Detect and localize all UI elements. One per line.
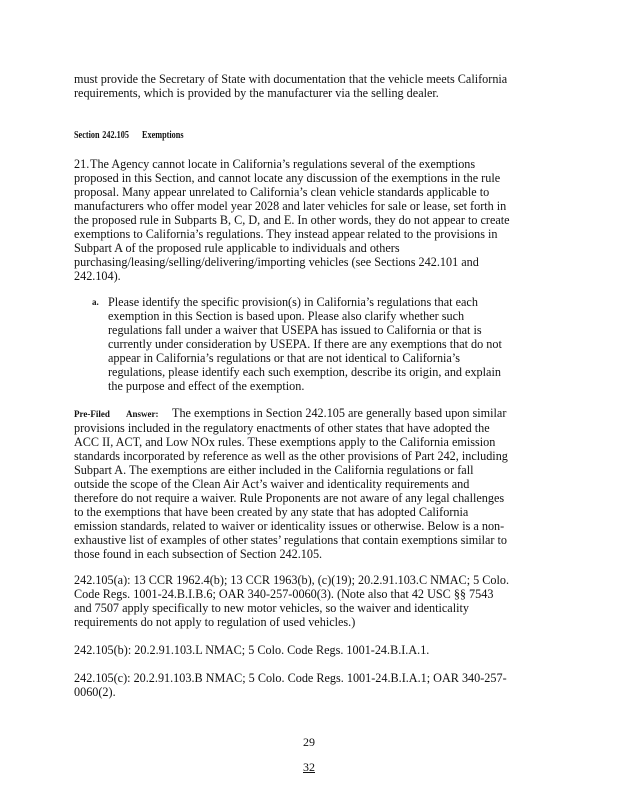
page-number: 29 <box>303 735 315 749</box>
reference-paragraph: 242.105(a): 13 CCR 1962.4(b); 13 CCR 1963(b), (c)(19); 20.2.91.103.C NMAC; 5 Colo. Code Regs. 1001-24.B.I.B.6; OAR 340-257-0060(3). (Note also that 42 USC §§ 7543 and 7507 apply specifically to new motor vehicles, so the waiver and identicality requirements do not apply to regulation of used vehicles.) <box>74 573 510 629</box>
section-heading <box>74 130 184 141</box>
answer-text: The exemptions in Section 242.105 are generally based upon similar provisions included in the regulatory enactments of other states that have adopted the ACC II, ACT, and Low NOx rules. These exemptions apply to the California emission standards incorporated by reference as well as the other provisions of Part 242, including Subpart A. The exemptions are either included in the California regulations or fall outside the scope of the Clean Air Act’s waiver and identicality requirements and therefore do not require a waiver. Rule Proponents are not aware of any legal challenges to the exemptions that have been created by any state that has adopted California emission standards, related to waiver or identicality issues or otherwise. Below is a non-exhaustive list of examples of other states’ regulations that contain exemptions similar to those found in each subsection of Section 242.105. <box>74 406 508 561</box>
section-title: Exemptions <box>142 130 184 141</box>
question-21 <box>74 157 510 283</box>
prefiled-label: Pre-Filed <box>74 409 110 419</box>
question-text: The Agency cannot locate in California’s regulations several of the exemptions proposed in this Section, and cannot locate any discussion of the exemptions in the rule proposal. Many appear unrelated to California’s clean vehicle standards applicable to manufacturers who offer model year 2028 and later vehicles for sale or lease, set forth in the proposed rule in Subparts B, C, D, and E. In other words, they do not appear to create exemptions to California’s regulations. They instead appear related to the provisions in Subpart A of the proposed rule applicable to individuals and others purchasing/leasing/selling/delivering/importing vehicles (see Sections 242.101 and 242.104). <box>74 157 510 283</box>
page-number-secondary <box>0 760 618 775</box>
sub-question-text: Please identify the specific provision(s) in California’s regulations that each exemption in this Section is based upon. Please also clarify whether such regulations fall under a waiver that USEPA has issued to California or that is currently under consideration by USEPA. If there are any exemptions that do not appear in California’s regulations or that are not identical to California’s regulations, please identify each such exemption, describe its origin, and explain the purpose and effect of the exemption. <box>108 295 502 393</box>
reference-paragraph: 242.105(c): 20.2.91.103.B NMAC; 5 Colo. Code Regs. 1001-24.B.I.A.1; OAR 340-257-0060(2). <box>74 671 507 699</box>
answer-label: Answer: <box>126 409 159 419</box>
page-number-secondary-text: 32 <box>303 760 315 774</box>
section-number: 242.105 <box>102 130 129 141</box>
question-number: 21. <box>74 157 90 171</box>
intro-paragraph: must provide the Secretary of State with documentation that the vehicle meets California requirements, which is provided by the manufacturer via the selling dealer. <box>74 72 508 100</box>
sub-question-a <box>92 295 518 393</box>
section-label: Section <box>74 130 100 141</box>
reference-paragraph: 242.105(b): 20.2.91.103.L NMAC; 5 Colo. Code Regs. 1001-24.B.I.A.1. <box>74 643 430 657</box>
sub-question-label: a. <box>92 297 99 307</box>
prefiled-answer <box>74 406 510 561</box>
